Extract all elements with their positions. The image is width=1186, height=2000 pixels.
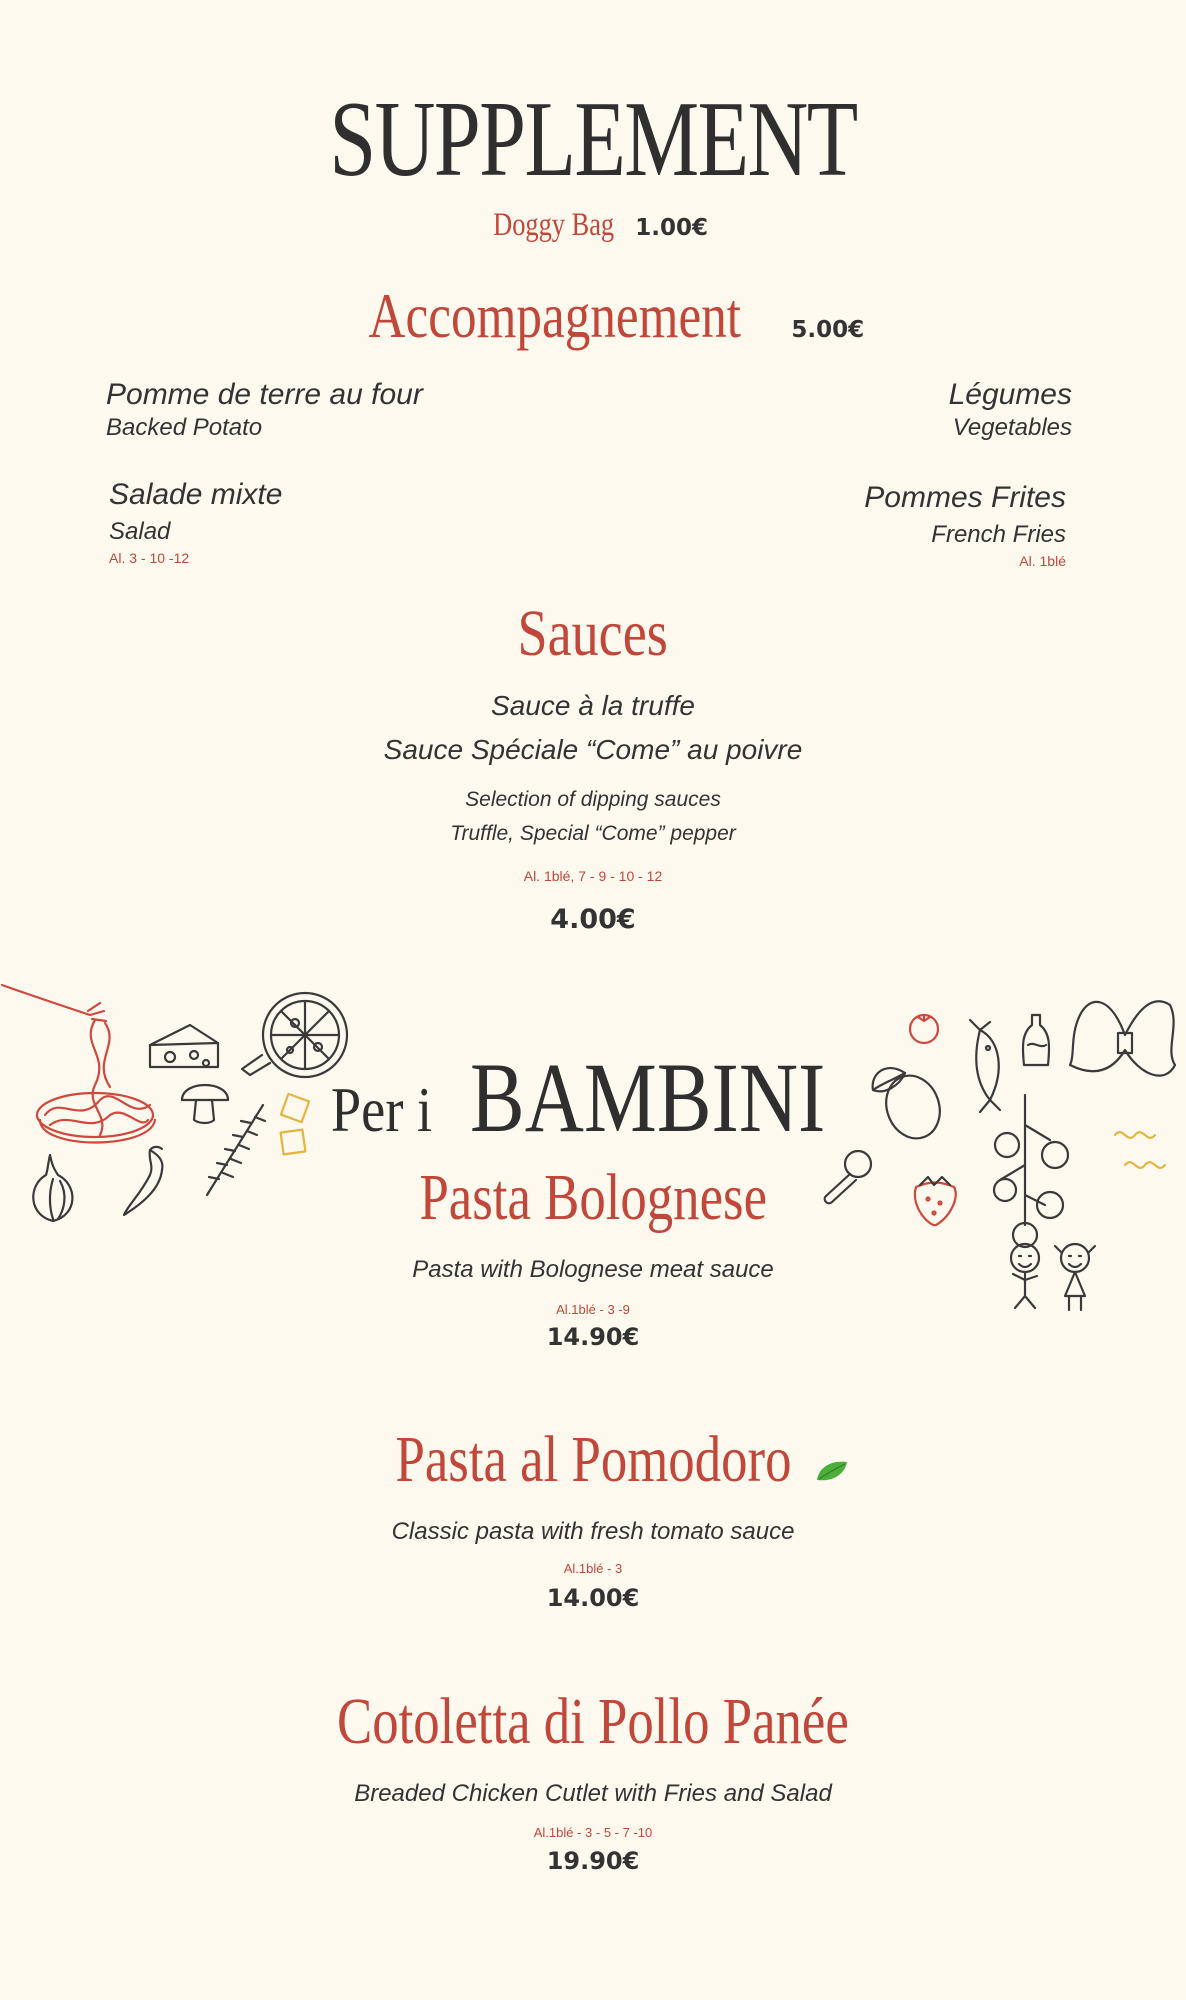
dish-name: Pasta Bolognese — [419, 1161, 767, 1234]
dish-description: Pasta with Bolognese meat sauce — [412, 1256, 774, 1283]
page-title: SUPPLEMENT — [329, 80, 857, 199]
dish-allergens: Al.1blé - 3 - 5 - 7 -10 — [533, 1825, 653, 1840]
accompagnement-price: 5.00€ — [791, 317, 865, 343]
side-item-translation: Salad — [109, 518, 171, 545]
dish-price: 19.90€ — [546, 1847, 640, 1875]
accompagnement-title: Accompagnement — [368, 280, 741, 351]
doggy-bag-row — [0, 205, 1186, 244]
dish-allergens: Al.1blé - 3 — [563, 1561, 623, 1576]
sauces-allergens: Al. 1blé, 7 - 9 - 10 - 12 — [523, 868, 663, 884]
bambini-title-small: Per i — [330, 1074, 432, 1145]
side-item-translation: Vegetables — [952, 414, 1072, 441]
side-item-translation: French Fries — [931, 521, 1066, 548]
dish-price: 14.90€ — [546, 1323, 640, 1351]
sauces-description: Selection of dipping sauces — [465, 788, 721, 811]
side-item-baked-potato — [106, 378, 423, 442]
accompagnement-heading — [0, 278, 1186, 353]
sauces-title-text: Sauces — [517, 597, 669, 670]
dish-title-bolognese — [0, 1160, 1186, 1236]
side-item-name: Pommes Frites — [864, 481, 1066, 514]
bambini-title-big: BAMBINI — [469, 1042, 826, 1153]
bambini-title — [0, 1040, 1186, 1155]
dish-name: Pasta al Pomodoro — [395, 1423, 791, 1496]
sauces-description-2: Truffle, Special “Come” pepper — [450, 822, 736, 845]
side-item-name: Légumes — [948, 378, 1072, 411]
sauce-line-pepper: Sauce Spéciale “Come” au poivre — [383, 734, 803, 765]
dish-title-cotoletta — [0, 1684, 1186, 1760]
side-item-salad — [109, 478, 282, 566]
sauces-title — [0, 596, 1186, 672]
dish-price: 14.00€ — [546, 1584, 640, 1612]
side-item-translation: Backed Potato — [106, 414, 263, 441]
side-item-french-fries — [864, 481, 1066, 569]
tomato-icon — [910, 1015, 938, 1043]
dish-description: Classic pasta with fresh tomato sauce — [391, 1518, 795, 1545]
dish-title-pomodoro — [0, 1422, 1186, 1498]
side-item-vegetables — [949, 378, 1072, 442]
side-item-name: Pomme de terre au four — [106, 378, 423, 411]
dish-name: Cotoletta di Pollo Panée — [337, 1685, 849, 1758]
sauces-price: 4.00€ — [550, 904, 636, 935]
dish-allergens: Al.1blé - 3 -9 — [556, 1302, 630, 1317]
dish-description: Breaded Chicken Cutlet with Fries and Salad — [354, 1780, 832, 1807]
doggy-bag-label: Doggy Bag — [493, 207, 615, 243]
side-item-allergens: Al. 1blé — [1019, 553, 1066, 569]
side-item-name: Salade mixte — [109, 478, 283, 511]
sauce-line-truffle: Sauce à la truffe — [491, 690, 695, 721]
side-item-allergens: Al. 3 - 10 -12 — [109, 550, 190, 566]
doggy-bag-price: 1.00€ — [635, 215, 708, 241]
vegetarian-leaf-icon — [815, 1460, 849, 1482]
